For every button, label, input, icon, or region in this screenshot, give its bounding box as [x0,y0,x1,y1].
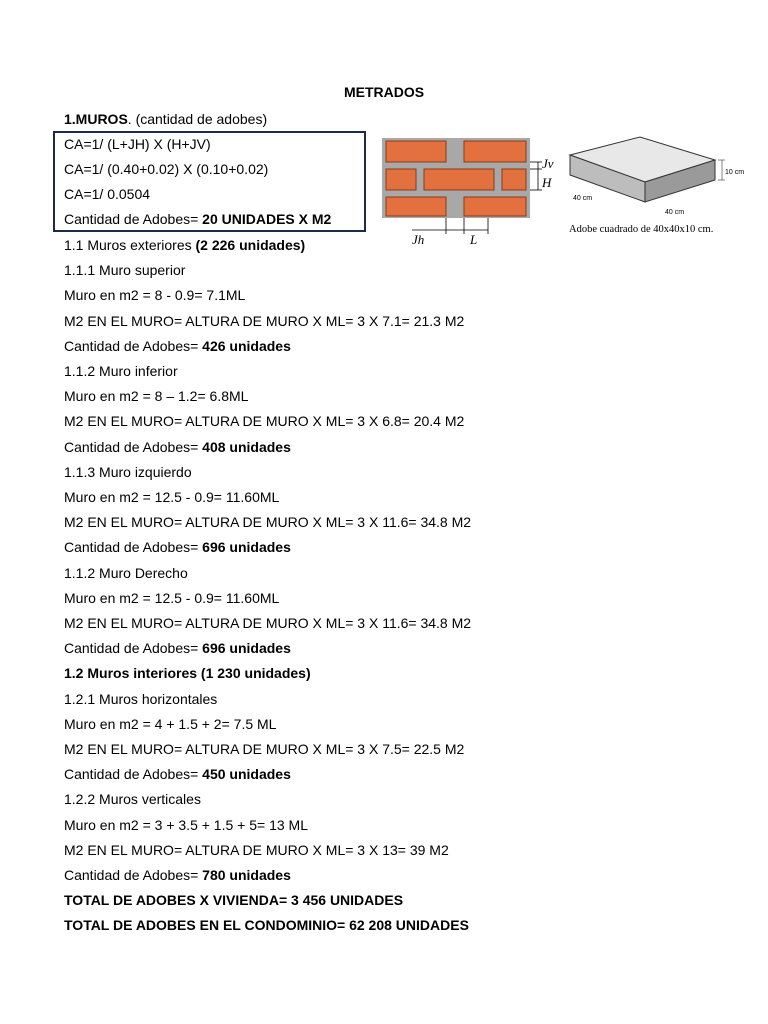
line-text: Muro en m2 = 4 + 1.5 + 2= 7.5 ML [64,715,277,732]
line-bold-text: 780 unidades [202,867,291,883]
calculation-line [64,438,291,456]
calculation-line [64,412,464,430]
brick [386,169,416,190]
brick [502,169,526,190]
calculation-line [64,790,201,808]
brick [424,169,494,190]
line-text: Cantidad de Adobes= [64,539,203,556]
section-heading-label: 1.MUROS [64,111,128,127]
line-bold-text: 1.2 Muros interiores (1 230 unidades) [64,665,311,682]
adobe-side2-label: 40 cm [665,209,685,216]
line-text: Muro en m2 = 8 - 0.9= 7.1ML [64,287,246,304]
line-text: 1.1.3 Muro izquierdo [64,463,192,480]
formula-line-1: CA=1/ (L+JH) X (H+JV) [64,136,211,152]
brick-bond-diagram [382,138,557,248]
calculation-line [64,564,188,582]
line-text: Muro en m2 = 12.5 - 0.9= 11.60ML [64,489,280,505]
calculation-line [64,664,311,682]
calculation-line [64,261,185,279]
calculation-line [64,463,192,481]
adobe-caption: Adobe cuadrado de 40x40x10 cm. [569,224,714,235]
brick [386,141,446,162]
calculation-line [64,362,178,380]
formula-line-4 [64,210,331,228]
page-title: METRADOS [343,84,425,100]
section-heading [64,110,267,128]
line-bold-text: TOTAL DE ADOBES EN EL CONDOMINIO= 62 208 UNIDADES [64,917,469,934]
calculation-line [64,236,305,254]
brick [386,197,446,216]
line-text: 1.2.1 Muros horizontales [64,690,218,707]
brick [464,197,526,216]
calculation-line [64,866,291,884]
line-text: 1.2.2 Muros verticales [64,791,201,808]
calculation-line [64,690,217,708]
calculation-line [64,816,308,834]
calculation-line [64,639,291,657]
calculation-line [64,765,291,783]
calculation-line [64,715,276,733]
calculation-line [64,538,291,556]
line-text: M2 EN EL MURO= ALTURA DE MURO X ML= 3 X 11.6= 34.8 M2 [64,514,472,531]
line-text: M2 EN EL MURO= ALTURA DE MURO X ML= 3 X 7.5= 22.5 M2 [64,741,465,757]
line-text: 1.1.2 Muro Derecho [64,564,188,581]
h-label: H [542,175,552,190]
line-text: M2 EN EL MURO= ALTURA DE MURO X ML= 3 X 11.6= 34.8 M2 [64,615,472,631]
line-text: Muro en m2 = 3 + 3.5 + 1.5 + 5= 13 ML [64,816,308,833]
calculation-line [64,891,403,909]
line-bold-text: (2 226 unidades) [195,237,306,253]
formula-line-3: CA=1/ 0.0504 [64,186,151,202]
calculation-line [64,740,464,758]
jv-label: Jv [542,156,554,171]
section-heading-suffix: . (cantidad de adobes) [127,111,268,127]
brick [464,141,526,162]
line-text: 1.1 Muros exteriores [64,237,196,253]
calculation-line [64,387,248,405]
calculation-line [64,513,471,531]
calculation-line [64,337,291,355]
formula-result-value: 20 UNIDADES X M2 [202,211,332,227]
line-text: Cantidad de Adobes= [64,640,203,657]
line-bold-text: 408 unidades [202,438,291,455]
adobe-block-illustration [565,130,750,240]
formula-line-2: CA=1/ (0.40+0.02) X (0.10+0.02) [64,161,269,177]
line-text: 1.1.2 Muro inferior [64,363,178,379]
adobe-height-label: 10 cm [725,169,745,176]
calculation-line [64,286,245,304]
calculation-line [64,841,449,859]
line-bold-text: 450 unidades [202,766,291,783]
line-text: M2 EN EL MURO= ALTURA DE MURO X ML= 3 X 6.8= 20.4 M2 [64,413,465,430]
calculation-line [64,614,471,632]
line-text: Muro en m2 = 12.5 - 0.9= 11.60ML [64,589,280,606]
adobe-side1-label: 40 cm [573,195,593,202]
line-bold-text: TOTAL DE ADOBES X VIVIENDA= 3 456 UNIDADES [64,892,404,909]
line-text: Cantidad de Adobes= [64,766,203,783]
line-bold-text: 696 unidades [202,640,291,657]
line-bold-text: 696 unidades [202,539,291,556]
line-bold-text: 426 unidades [202,337,291,354]
calculation-line [64,312,464,330]
line-text: Cantidad de Adobes= [64,438,203,455]
line-text: M2 EN EL MURO= ALTURA DE MURO X ML= 3 X 13= 39 M2 [64,841,449,858]
line-text: Muro en m2 = 8 – 1.2= 6.8ML [64,388,249,405]
calculation-line [64,916,469,934]
line-text: Cantidad de Adobes= [64,867,203,883]
line-text: M2 EN EL MURO= ALTURA DE MURO X ML= 3 X 7.1= 21.3 M2 [64,312,465,329]
jh-label: Jh [412,232,425,247]
calculation-line [64,589,279,607]
line-text: Cantidad de Adobes= [64,337,203,354]
calculation-line [64,488,279,506]
line-text: 1.1.1 Muro superior [64,262,186,279]
l-label: L [470,232,478,247]
formula-result-prefix: Cantidad de Adobes= [64,211,203,227]
